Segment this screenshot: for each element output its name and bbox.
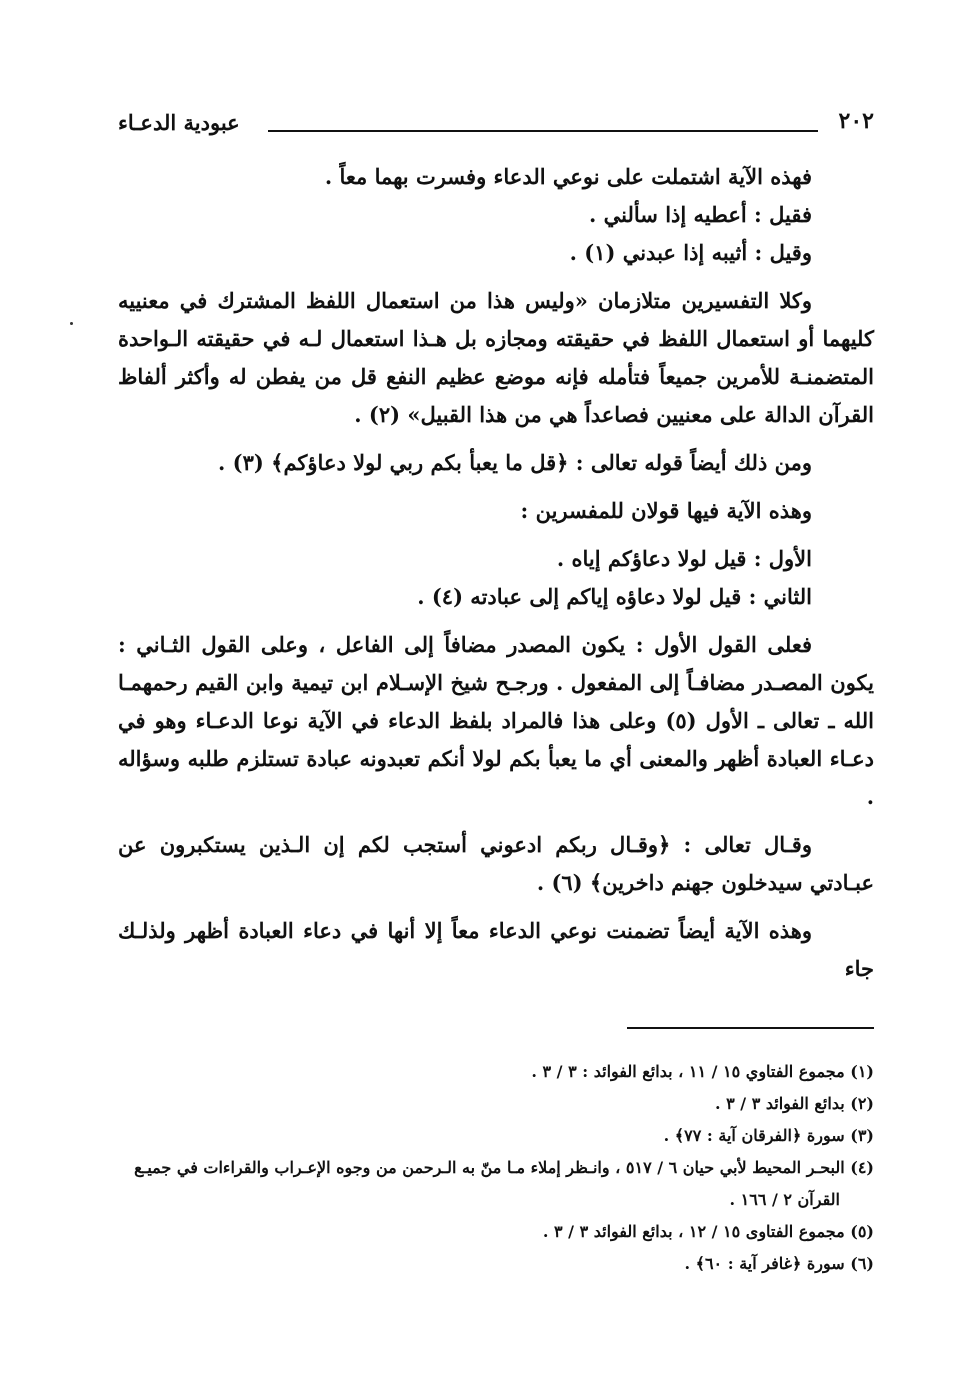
paragraph: فقيل : أعطيه إذا سألني .	[589, 202, 812, 227]
footnote-continuation: القرآن ٢ / ١٦٦ .	[729, 1190, 840, 1209]
paragraph: وهذه الآية أيضاً تضمنت نوعي الدعاء معاً إلا أنها في دعاء العبادة أظهر ولذلـك جاء	[118, 918, 874, 981]
paragraph: وكلا التفسيرين متلازمان «وليس هذا من استعمال اللفظ المشترك في معنييه كليهما أو استعمال اللفظ في حقيقته ومجازه بل هـذا استعمال لـه في حقيقته الـواحدة المتضمنـة للأمرين جميعاً فتأمله فإنه موضع عظيم النفع قل من يفطن له وأكثر ألفاظ القرآن الدالة على معنيين فصاعداً هي من هذا القبيل» (٢) .	[118, 288, 874, 427]
paragraph: الأول : قيل لولا دعاؤكم إياه .	[556, 546, 812, 571]
footnote: (٢) بدائع الفوائد ٣ / ٣ .	[714, 1094, 874, 1113]
paragraph: فهذه الآية اشتملت على نوعي الدعاء وفسرت بهما معاً .	[324, 164, 812, 189]
running-title: عبودية الدعـاء	[118, 110, 240, 135]
paragraph: فعلى القول الأول : يكون المصدر مضافاً إلى الفاعل ، وعلى القول الثـاني : يكون المصـدر مضافـاً إلى المفعول . ورجـح شيخ الإسـلام ابن تيمية وابن القيم رحمهمـا الله ـ تعالى ـ الأول (٥) وعلى هذا فالمراد بلفظ الدعاء في الآية نوعا الدعـاء وهو في دعـاء العبادة أظهر والمعنى أي ما يعبأ بكم لولا أنكم تعبدونه عبادة تستلزم طلبه وسؤاله .	[118, 632, 874, 809]
footnote: (٤) البحـر المحيط لأبي حيان ٦ / ٥١٧ ، وانـظر إملاء مـا منّ به الـرحمن من وجوه الإعـراب والقراءات في جميـع	[134, 1158, 874, 1177]
paragraph: ومن ذلك أيضاً قوله تعالى : ﴿قل ما يعبأ بكم ربي لولا دعاؤكم﴾ (٣) .	[218, 450, 812, 475]
page-header	[118, 108, 874, 148]
page-number: ٢٠٢	[838, 108, 874, 134]
footnote: (١) مجموع الفتاوي ١٥ / ١١ ، بدائع الفوائد : ٣ / ٣ .	[531, 1062, 874, 1081]
scan-speck	[70, 322, 73, 325]
footnote: (٦) سورة ﴿غافر آية : ٦٠﴾ .	[684, 1254, 874, 1273]
footnote-separator	[627, 1027, 874, 1029]
paragraph: وقـال تعالى : ﴿وقـال ربكم ادعوني أستجب لكم إن الـذين يستكبرون عن عبـادتي سيدخلون جهنم داخرين﴾ (٦) .	[118, 832, 874, 895]
paragraph: وهذه الآية فيها قولان للمفسرين :	[520, 498, 812, 523]
header-rule	[268, 130, 818, 132]
paragraph: وقيل : أثيبه إذا عبدني (١) .	[569, 240, 812, 265]
footnote: (٣) سورة ﴿الفرقان آية : ٧٧﴾ .	[663, 1126, 874, 1145]
footnote: (٥) مجموع الفتاوى ١٥ / ١٢ ، بدائع الفوائد ٣ / ٣ .	[542, 1222, 874, 1241]
main-text	[118, 158, 874, 988]
footnotes	[118, 1056, 874, 1280]
paragraph: الثاني : قيل لولا دعاؤه إياكم إلى عبادته (٤) .	[417, 584, 812, 609]
